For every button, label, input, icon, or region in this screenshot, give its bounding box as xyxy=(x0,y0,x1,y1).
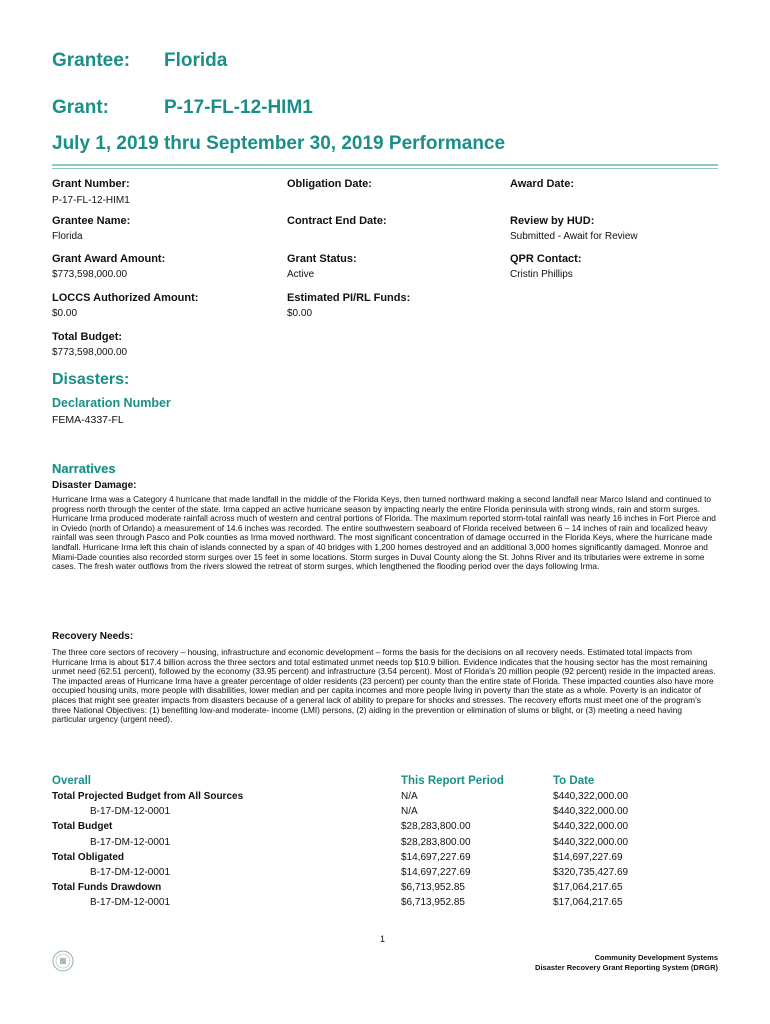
grant-number-value: P-17-FL-12-HIM1 xyxy=(52,195,130,206)
obligation-date-label: Obligation Date: xyxy=(287,178,372,190)
grant-number-label: Grant Number: xyxy=(52,178,130,190)
qpr-contact-label: QPR Contact: xyxy=(510,253,582,265)
row-label: Total Funds Drawdown xyxy=(52,882,162,894)
row-label: Total Projected Budget from All Sources xyxy=(52,791,244,803)
row-label: B-17-DM-12-0001 xyxy=(90,867,171,879)
page-number: 1 xyxy=(380,934,386,944)
grant-value: P-17-FL-12-HIM1 xyxy=(164,97,313,118)
total-budget-value: $773,598,000.00 xyxy=(52,347,128,358)
title-divider xyxy=(52,164,718,166)
row-todate: $440,322,000.00 xyxy=(553,836,629,848)
table-row xyxy=(52,850,718,865)
row-label: B-17-DM-12-0001 xyxy=(90,806,171,818)
hud-seal-icon xyxy=(52,950,74,972)
row-period: $14,697,227.69 xyxy=(401,867,471,879)
table-row xyxy=(52,789,718,804)
table-row xyxy=(52,880,718,895)
declaration-number-label: Declaration Number xyxy=(52,396,171,410)
row-todate: $440,322,000.00 xyxy=(553,806,629,818)
to-date-header: To Date xyxy=(553,775,595,787)
row-period: $28,283,800.00 xyxy=(401,821,471,833)
grantee-heading xyxy=(52,50,228,72)
estimated-pirl-funds-value: $0.00 xyxy=(287,308,313,319)
footer-line-2: Disaster Recovery Grant Reporting System (DRGR) xyxy=(535,963,718,972)
grantee-name-value: Florida xyxy=(52,231,83,242)
table-header-row xyxy=(52,773,718,789)
row-todate: $17,064,217.65 xyxy=(553,897,623,909)
grantee-value: Florida xyxy=(164,50,228,71)
table-row xyxy=(52,895,718,910)
table-row xyxy=(52,819,718,834)
row-todate: $14,697,227.69 xyxy=(553,851,623,863)
row-todate: $320,735,427.69 xyxy=(553,867,629,879)
grant-status-label: Grant Status: xyxy=(287,253,357,265)
grant-status-value: Active xyxy=(287,269,315,280)
row-todate: $440,322,000.00 xyxy=(553,821,629,833)
award-date-label: Award Date: xyxy=(510,178,574,190)
recovery-needs-text: The three core sectors of recovery – housing, infrastructure and economic development – forms the basis for the decisions on all recovery needs. Estimated total impacts from Hurricane Irma is about $17.4 billion across the three sectors and total estimated unmet needs top $10.9 billion. Evidence indicates that the housing sector has the most remaining unmet need (62.51 percent), followed by the economy (33.95 percent) and infrastructure (3.54 percent). Most of Florida’s 20 million people (92 percent) reside in the impacted areas. The impacted areas of Hurricane Irma have a greater percentage of older residents (23 percent) per county than the entire state of Florida. These impacted counties also have more occupied housing units, more people with disabilities, lower median and per capita incomes and more people living in poverty than the state as a whole. Poverty is an indicator of places that might see greater impacts from disasters because of a general lack of ability to prepare for shocks and stresses. The recovery efforts must meet one of the program’s three National Objectives: (1) benefiting low-and moderate- income (LMI) persons, (2) aiding in the prevention or elimination of slums or blight, or (3) meeting a need having particular urgency (urgent need). xyxy=(52,647,716,725)
loccs-authorized-amount-label: LOCCS Authorized Amount: xyxy=(52,292,199,304)
grant-label: Grant: xyxy=(52,97,109,118)
title-divider-thin xyxy=(52,168,718,169)
row-period: $14,697,227.69 xyxy=(401,851,471,863)
this-period-header: This Report Period xyxy=(401,775,504,787)
disaster-damage-label: Disaster Damage: xyxy=(52,480,137,491)
disaster-damage-text: Hurricane Irma was a Category 4 hurricane that made landfall in the middle of the Florida Keys, then turned northward making a second landfall near Marco Island and continued to progress north through the center of the state. Irma capped an active hurricane season by impacting nearly the entire Florida peninsula with strong winds, rain and storm surges. Hurricane Irma produced moderate rainfall across much of western and central portions of Florida. The maximum reported storm-total rainfall was nearly 16 inches in Fort Pierce and in Oviedo (north of Orlando) a measurement of 14.6 inches was recorded. The entire southwestern seaboard of Florida received between 6 – 14 inches of rain and localized heavy rainfall was seen through Pasco and Polk counties as Irma moved northward. The most significant concentration of damage occurred in the Florida Keys, where the hurricane made landfall. Hurricane Irma left this chain of islands connected by a span of 40 bridges with 1,200 homes destroyed and an additional 3,000 homes significantly damaged. Monroe and Miami-Dade counties also recorded storm surges over 15 feet in some locations. Storm surges in Duval County along the St. Johns River and its tributaries were extreme in some cases. The fresh water outflows from the rivers slowed the retreat of storm surges, which lengthened the flooding period over the days following Irma. xyxy=(52,494,716,572)
row-period: N/A xyxy=(401,806,418,818)
row-label: Total Budget xyxy=(52,821,113,833)
footer xyxy=(535,953,718,973)
row-period: $28,283,800.00 xyxy=(401,836,471,848)
contract-end-date-label: Contract End Date: xyxy=(287,215,387,227)
narratives-heading: Narratives xyxy=(52,461,116,476)
recovery-needs-label: Recovery Needs: xyxy=(52,631,134,642)
disasters-heading: Disasters: xyxy=(52,371,130,388)
row-todate: $440,322,000.00 xyxy=(553,791,629,803)
declaration-number-value: FEMA-4337-FL xyxy=(52,414,124,426)
row-label: Total Obligated xyxy=(52,851,125,863)
grant-heading xyxy=(52,97,313,119)
row-period: $6,713,952.85 xyxy=(401,882,465,894)
grantee-label: Grantee: xyxy=(52,50,131,71)
row-todate: $17,064,217.65 xyxy=(553,882,623,894)
qpr-contact-value: Cristin Phillips xyxy=(510,269,573,280)
estimated-pirl-funds-label: Estimated PI/RL Funds: xyxy=(287,292,411,304)
financial-summary-table xyxy=(52,773,718,911)
row-period: $6,713,952.85 xyxy=(401,897,465,909)
grant-award-amount-value: $773,598,000.00 xyxy=(52,269,128,280)
review-by-hud-value: Submitted - Await for Review xyxy=(510,231,638,242)
loccs-authorized-amount-value: $0.00 xyxy=(52,308,78,319)
overall-header: Overall xyxy=(52,775,91,787)
row-label: B-17-DM-12-0001 xyxy=(90,897,171,909)
row-label: B-17-DM-12-0001 xyxy=(90,836,171,848)
grant-award-amount-label: Grant Award Amount: xyxy=(52,253,166,265)
row-period: N/A xyxy=(401,791,418,803)
table-row xyxy=(52,835,718,850)
footer-line-1: Community Development Systems xyxy=(594,953,718,962)
table-row xyxy=(52,804,718,819)
grantee-name-label: Grantee Name: xyxy=(52,215,131,227)
period-title: July 1, 2019 thru September 30, 2019 Performance xyxy=(52,133,506,154)
table-row xyxy=(52,865,718,880)
review-by-hud-label: Review by HUD: xyxy=(510,215,595,227)
total-budget-label: Total Budget: xyxy=(52,331,123,343)
